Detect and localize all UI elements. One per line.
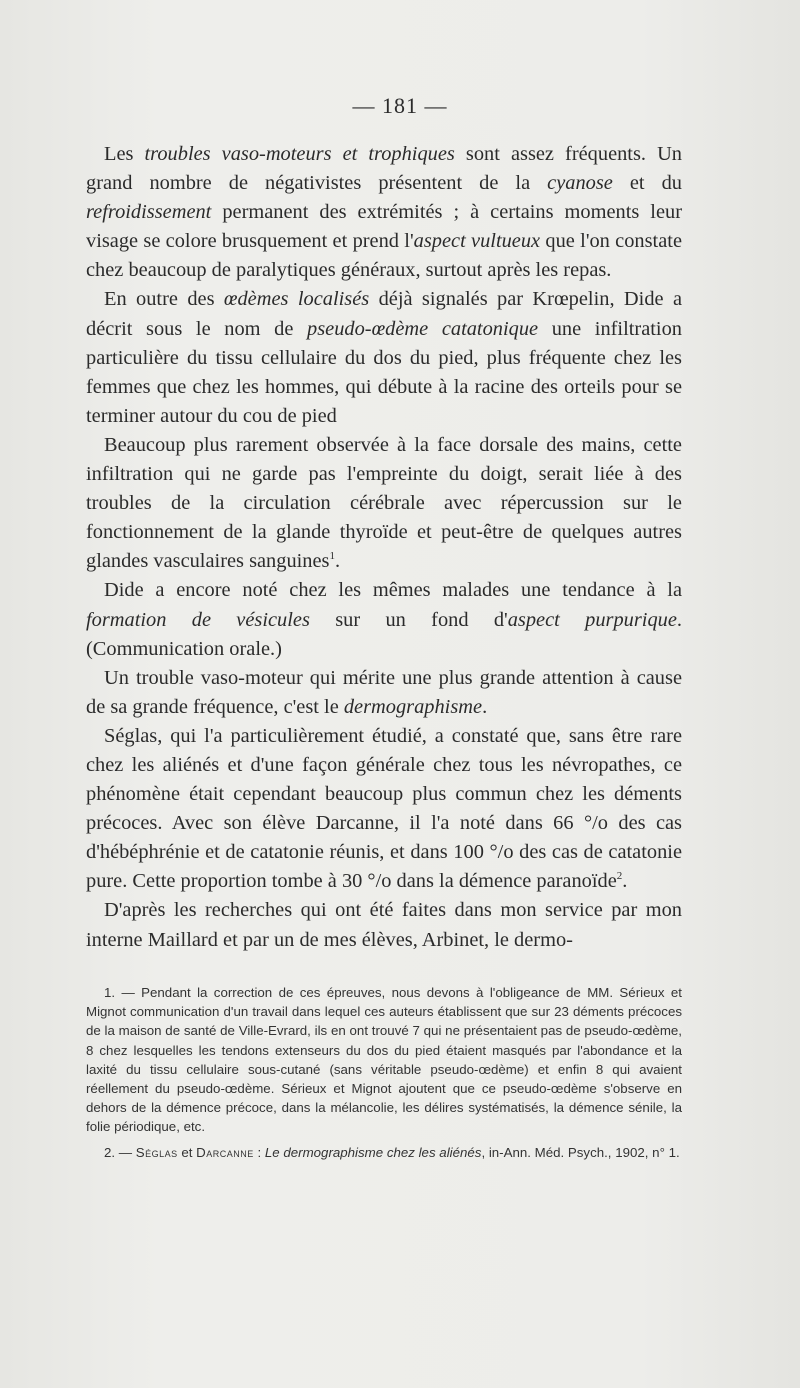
text-run: et <box>177 1144 197 1160</box>
text-run: Séglas, qui l'a particulièrement étudié, a constaté que, sans être rare chez les aliénés et d'une façon générale chez tous les névropathes, ce phénomène était cependant beaucoup plus commun chez les déments précoces. Avec son élève Darcanne, il l'a noté dans 66 °/o des cas d'hébéphrénie et de catatonie réunis, et dans 100 °/o des cas de catatonie pure. Cette proportion tombe à 30 °/o dans la démence paranoïde <box>86 724 682 893</box>
text-run: 2. — <box>104 1144 136 1160</box>
text-run: . (Communication orale.) <box>86 608 682 660</box>
paragraph <box>86 431 682 576</box>
text-run: . <box>482 695 488 718</box>
text-run: que l'on constate chez beaucoup de paralytiques généraux, surtout après les repas. <box>86 230 682 282</box>
text-run: Beaucoup plus rarement observée à la face dorsale des mains, cette infiltration qui ne garde pas l'empreinte du doigt, serait liée à des troubles de la circulation cérébrale avec répercussion sur le fonctionnement de la glande thyroïde et peut-être de quelques autres glandes vasculaires sanguines <box>86 433 682 573</box>
text-run: et du <box>612 172 682 195</box>
text-run: , in-Ann. Méd. Psych., 1902, n° 1. <box>481 1144 680 1160</box>
emphasis: formation de vésicules <box>86 608 310 631</box>
footnote-2 <box>86 1143 682 1162</box>
emphasis: pseudo-œdème catatonique <box>307 317 539 340</box>
footnote-ref: 2 <box>616 870 623 883</box>
paragraph: D'après les recherches qui ont été faites dans mon service par mon interne Maillard et par un de mes élèves, Arbinet, le dermo- <box>86 899 682 951</box>
footnote-ref: 1 <box>329 550 335 563</box>
text-run: En outre des <box>104 288 224 311</box>
text-run: sur un fond d' <box>309 608 508 631</box>
text-run: Les <box>104 143 145 165</box>
emphasis: refroidissement <box>86 201 212 224</box>
text-run: une infiltration particulière du tissu cellulaire du dos du pied, plus fréquente chez les femmes que chez les hommes, qui débute à la racine des orteils pour se terminer autour du cou de pied <box>86 317 682 427</box>
emphasis: cyanose <box>547 172 613 195</box>
author-name: Séglas <box>135 1144 178 1160</box>
emphasis: aspect purpurique <box>507 608 677 631</box>
paragraph <box>86 285 682 430</box>
page-number: — 181 — <box>352 93 448 118</box>
paragraph <box>86 576 682 663</box>
text-run: : <box>253 1144 265 1160</box>
text-run: permanent des extrémités ; à certains moments leur visage se colore brusquement et prend l' <box>86 201 682 253</box>
work-title: Le dermographisme chez les aliénés <box>264 1144 482 1160</box>
text-run: Un trouble vaso-moteur qui mérite une plus grande attention à cause de sa grande fréquence, c'est le <box>86 666 682 718</box>
text-run: . <box>334 550 341 573</box>
emphasis: dermographisme <box>343 695 483 718</box>
emphasis: troubles vaso-moteurs et trophiques <box>144 143 455 165</box>
text-run: déjà signalés par Krœpelin, Dide a décrit sous le nom de <box>86 288 683 340</box>
paragraph <box>86 140 682 285</box>
text-run: . <box>622 870 628 893</box>
emphasis: œdèmes localisés <box>223 288 370 311</box>
paragraph <box>86 722 682 897</box>
emphasis: aspect vultueux <box>413 230 541 253</box>
paragraph <box>86 664 682 722</box>
main-text <box>86 140 682 955</box>
footnote-1: 1. — Pendant la correction de ces épreuves, nous devons à l'obligeance de MM. Sérieux et Mignot communication d'un travail dans lequel ces auteurs établissent que sur 23 déments précoces de la maison de santé de Ville-Evrard, ils en ont trouvé 7 qui ne présentaient pas de pseudo-œdème, 8 chez lesquelles les tendons extenseurs du dos du pied étaient masqués par l'abondance et la laxité du tissu cellulaire sous-cutané (sans véritable pseudo-œdème) et enfin 8 qui avaient réellement du pseudo-œdème. Sérieux et Mignot ajoutent que ce pseudo-œdème s'observe en dehors de la démence précoce, dans la mélancolie, les délires systématisés, la démence sénile, la folie périodique, etc. <box>86 985 682 1135</box>
text-run: Dide a encore noté chez les mêmes malades une tendance à la <box>104 579 682 602</box>
footnotes <box>86 983 682 1168</box>
author-name: Darcanne <box>196 1144 254 1160</box>
text-run: sont assez fréquents. Un grand nombre de négativistes présentent de la <box>86 143 682 195</box>
